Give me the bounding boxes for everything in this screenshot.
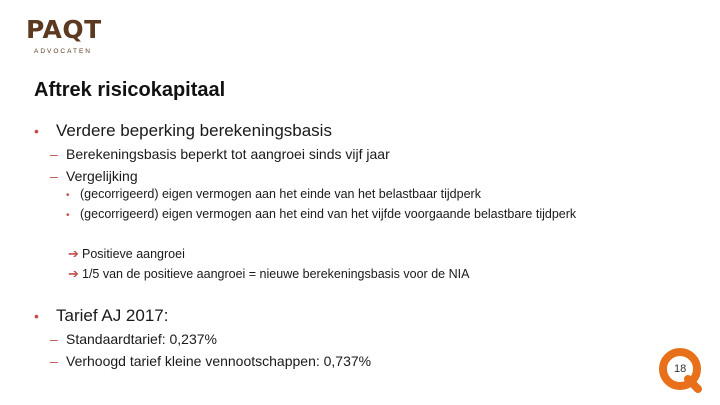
subitem-text: (gecorrigeerd) eigen vermogen aan het eind van het vijfde voorgaande belastbare tijdperk bbox=[80, 207, 577, 221]
dash-item bbox=[50, 330, 217, 348]
dash-icon: – bbox=[50, 353, 58, 369]
item-text: Vergelijking bbox=[66, 168, 138, 184]
arrow-item bbox=[68, 246, 185, 262]
bullet-item bbox=[34, 306, 168, 326]
arrow-text: 1/5 van de positieve aangroei = nieuwe berekeningsbasis voor de NIA bbox=[82, 267, 470, 281]
logo-subtitle: ADVOCATEN bbox=[34, 48, 92, 55]
bullet-icon: • bbox=[66, 190, 70, 201]
sub-bullet-item bbox=[66, 206, 576, 224]
dash-item bbox=[50, 167, 138, 185]
slide-title: Aftrek risicokapitaal bbox=[34, 79, 226, 101]
arrow-right-icon: ➔ bbox=[68, 266, 79, 281]
arrow-text: Positieve aangroei bbox=[82, 247, 185, 261]
dash-icon: – bbox=[50, 331, 58, 347]
dash-icon: – bbox=[50, 146, 58, 162]
bullet-icon: • bbox=[34, 123, 39, 139]
item-text: Verhoogd tarief kleine vennootschappen: 0,737% bbox=[66, 353, 372, 369]
section-heading: Verdere beperking berekeningsbasis bbox=[56, 121, 332, 140]
bullet-item bbox=[34, 121, 332, 141]
arrow-item bbox=[68, 266, 469, 282]
section-heading: Tarief AJ 2017: bbox=[56, 306, 169, 325]
dash-item bbox=[50, 352, 371, 370]
item-text: Berekeningsbasis beperkt tot aangroei sinds vijf jaar bbox=[66, 146, 390, 162]
subitem-text: (gecorrigeerd) eigen vermogen aan het einde van het belastbaar tijdperk bbox=[80, 187, 481, 201]
bullet-icon: • bbox=[34, 308, 39, 324]
dash-icon: – bbox=[50, 168, 58, 184]
logo-wordmark: PAQT bbox=[26, 15, 102, 44]
bullet-icon: • bbox=[66, 210, 70, 221]
arrow-right-icon: ➔ bbox=[68, 246, 79, 261]
page-number: 18 bbox=[674, 363, 687, 375]
sub-bullet-item bbox=[66, 186, 481, 204]
item-text: Standaardtarief: 0,237% bbox=[66, 331, 217, 347]
dash-item bbox=[50, 145, 390, 163]
